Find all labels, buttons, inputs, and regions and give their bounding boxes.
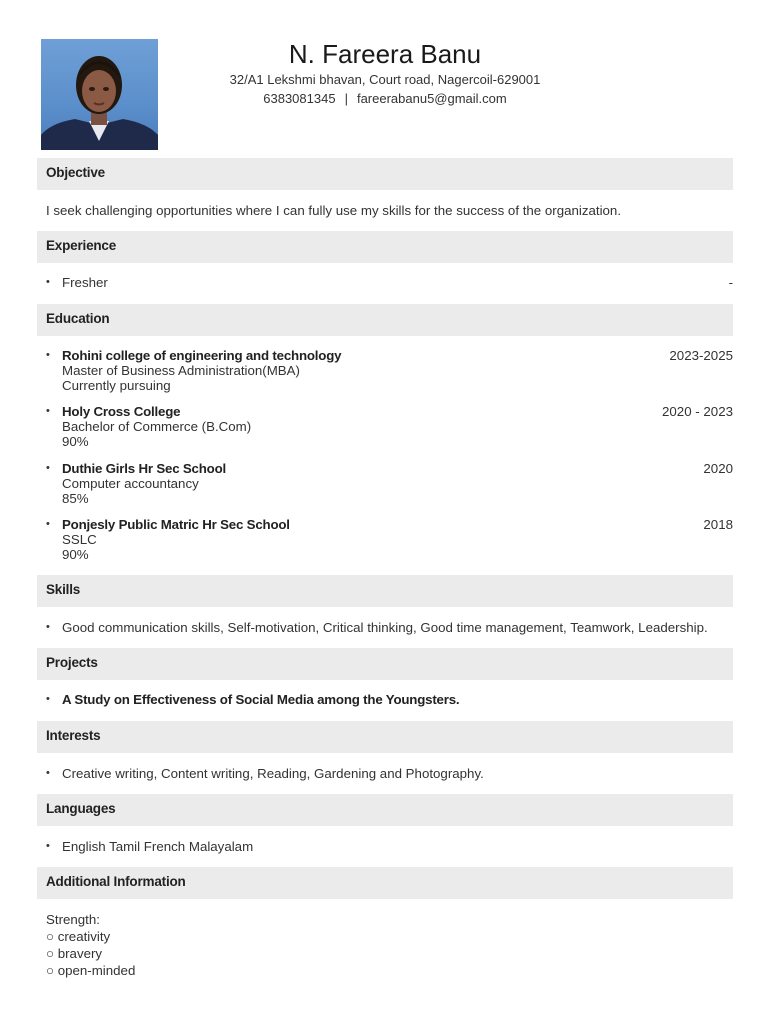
- institution-name: Rohini college of engineering and technology: [62, 348, 342, 363]
- bullet: •: [46, 621, 50, 633]
- education-result: 85%: [62, 491, 89, 506]
- education-result: 90%: [62, 434, 89, 449]
- email-address: fareerabanu5@gmail.com: [356, 91, 507, 106]
- education-result: 90%: [62, 547, 89, 562]
- profile-photo: [41, 39, 158, 150]
- phone-number: 6383081345: [263, 91, 336, 106]
- bullet: •: [46, 767, 50, 779]
- candidate-name: N. Fareera Banu: [288, 39, 482, 69]
- contact-line: [160, 89, 610, 108]
- strength-item: ○ open-minded: [46, 963, 136, 978]
- section-heading-objective: Objective: [37, 158, 733, 190]
- section-heading-education: Education: [37, 304, 733, 336]
- section-heading-additional-information: Additional Information: [37, 867, 733, 899]
- project-title: A Study on Effectiveness of Social Media among the Youngsters.: [62, 692, 460, 707]
- experience-title: Fresher: [62, 275, 108, 290]
- bullet: •: [46, 405, 50, 417]
- contact-separator: |: [344, 91, 348, 106]
- person-portrait-icon: [41, 39, 158, 150]
- section-heading-interests: Interests: [37, 721, 733, 753]
- bullet: •: [46, 462, 50, 474]
- education-years: 2023-2025: [669, 348, 733, 363]
- interests-text: Creative writing, Content writing, Reading, Gardening and Photography.: [62, 766, 484, 781]
- institution-name: Ponjesly Public Matric Hr Sec School: [62, 517, 290, 532]
- institution-name: Duthie Girls Hr Sec School: [62, 461, 227, 476]
- experience-date: -: [728, 275, 733, 290]
- degree-name: Bachelor of Commerce (B.Com): [62, 419, 252, 434]
- education-years: 2018: [703, 517, 733, 532]
- strength-item: ○ bravery: [46, 946, 103, 961]
- degree-name: SSLC: [62, 532, 97, 547]
- institution-name: Holy Cross College: [62, 404, 181, 419]
- degree-name: Master of Business Administration(MBA): [62, 363, 300, 378]
- section-heading-skills: Skills: [37, 575, 733, 607]
- skills-text: Good communication skills, Self-motivation, Critical thinking, Good time management, Teamwork, Leadership.: [62, 620, 708, 635]
- additional-information: [46, 911, 135, 979]
- bullet: •: [46, 276, 50, 288]
- address: 32/A1 Lekshmi bhavan, Court road, Nagercoil-629001: [229, 72, 541, 87]
- bullet: •: [46, 349, 50, 361]
- bullet: •: [46, 840, 50, 852]
- bullet: •: [46, 518, 50, 530]
- education-years: 2020 - 2023: [662, 404, 733, 419]
- resume-header: [160, 38, 610, 108]
- degree-name: Computer accountancy: [62, 476, 199, 491]
- education-result: Currently pursuing: [62, 378, 171, 393]
- strength-label: Strength:: [46, 912, 100, 927]
- strength-item: ○ creativity: [46, 929, 111, 944]
- section-heading-experience: Experience: [37, 231, 733, 263]
- bullet: •: [46, 693, 50, 705]
- section-heading-languages: Languages: [37, 794, 733, 826]
- section-heading-projects: Projects: [37, 648, 733, 680]
- objective-text: I seek challenging opportunities where I can fully use my skills for the success of the organization.: [46, 203, 622, 218]
- languages-text: English Tamil French Malayalam: [62, 839, 254, 854]
- education-years: 2020: [703, 461, 733, 476]
